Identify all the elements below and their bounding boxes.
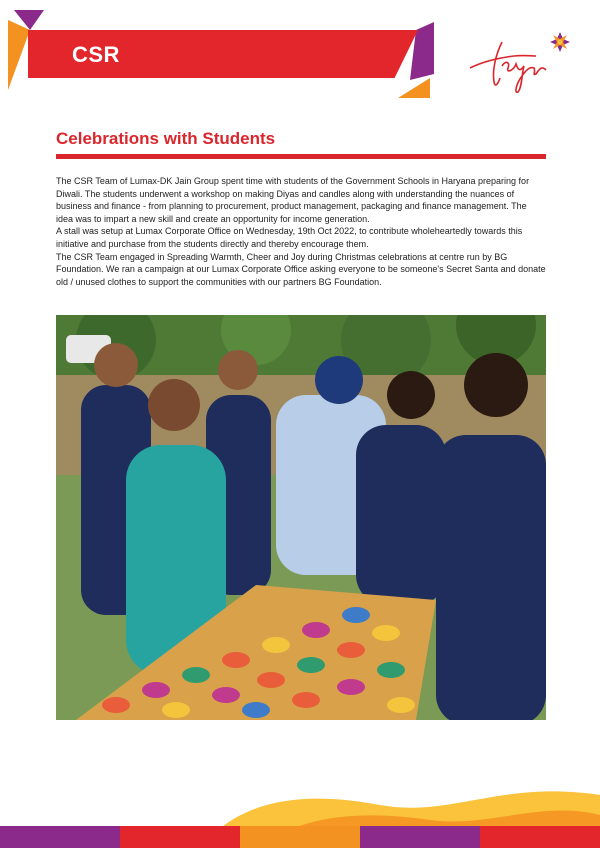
sagar-logo [462, 26, 580, 98]
article-body [56, 175, 546, 288]
paragraph: The CSR Team of Lumax-DK Jain Group spent time with students of the Government Schools in Haryana preparing for Diwali. The students underwent a workshop on making Diyas and candles along with understanding the nuances of business and finance - from planning to procurement, product management, packaging and finance management. The idea was to impart a new skill and create an opportunity for income generation. [56, 176, 530, 224]
paragraph: A stall was setup at Lumax Corporate Office on Wednesday, 19th Oct 2022, to contribute wholeheartedly towards this initiative and purchase from the students directly and thereby encourage them. [56, 226, 523, 249]
paragraph: The CSR Team engaged in Spreading Warmth, Cheer and Joy during Christmas celebrations at centre run by BG Foundation. We ran a campaign at our Lumax Corporate Office asking everyone to be someone's Secret Santa and donate old / unused clothes to support the communities with our partners BG Foundation. [56, 251, 546, 287]
footer-decoration [0, 760, 600, 848]
students-diya-stall-photo [56, 315, 546, 720]
title-underline [56, 154, 546, 159]
article-title: Celebrations with Students [56, 129, 276, 148]
section-label: CSR [72, 42, 120, 67]
